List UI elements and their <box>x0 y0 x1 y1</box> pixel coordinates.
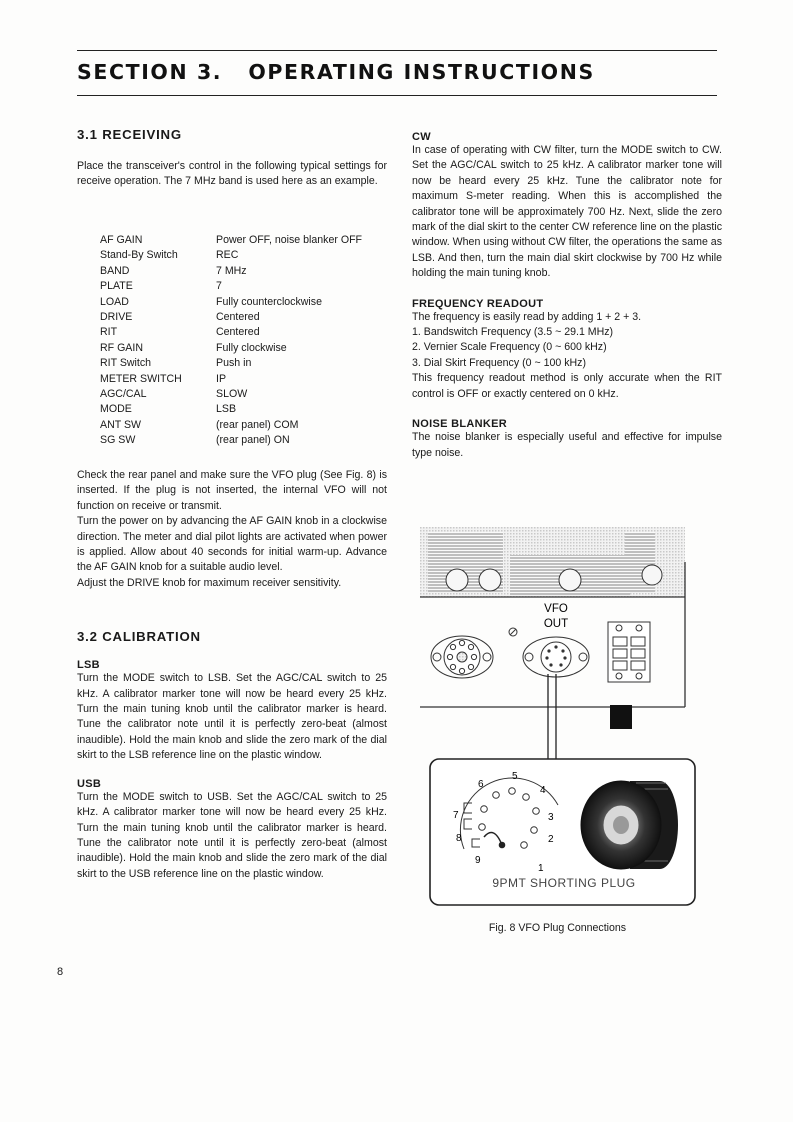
cw-text: In case of operating with CW filter, turn the MODE switch to CW. Set the AGC/CAL switch to 25 kHz. A calibrator marker tone will now be heard every 25 kHz. Tune the calibrator note for maximum S-meter reading. When this is accomplished the calibrator tone will be approximately 700 Hz. Next, slide the zero mark of the dial skirt to the center CW reference line on the plastic window. When using without CW filter, the operations the same as LSB. And then, turn the main dial skirt clockwise by 700 Hz while holding the main tuning knob. <box>412 144 722 280</box>
setting-name: AF GAIN <box>100 234 143 246</box>
setting-name: ANT SW <box>100 418 142 431</box>
setting-value: IP <box>216 372 227 385</box>
cw-heading: CW <box>412 131 431 143</box>
pin-number: 4 <box>540 785 546 796</box>
frequency-readout-intro: The frequency is easily read by adding 1 + 2 + 3. <box>412 310 642 323</box>
left-column <box>77 127 387 190</box>
settings-row <box>100 295 362 310</box>
list-item: 1. Bandswitch Frequency (3.5 ~ 29.1 MHz) <box>412 326 614 339</box>
setting-name: RIT <box>100 326 118 339</box>
setting-value: Fully counterclockwise <box>216 295 322 308</box>
setting-name: SG SW <box>100 434 136 447</box>
shorting-plug-icon <box>581 781 678 869</box>
vfo-out-socket <box>523 637 589 677</box>
setting-value: LSB <box>216 403 237 416</box>
lsb-text: Turn the MODE switch to LSB. Set the AGC/CAL switch to 25 kHz. A calibrator marker tone will now be heard every 25 kHz. Turn the main tuning knob until the calibrator marker is heard. Tune the calibrator note until it is perfectly zero-beat (almost inaudible). Hold the main knob and slide the zero mark of the dial skirt to the LSB reference line on the plastic window. <box>77 672 387 762</box>
usb-heading: USB <box>77 777 102 790</box>
setting-name: METER SWITCH <box>100 372 182 385</box>
right-column <box>412 131 722 461</box>
setting-value: 7 MHz <box>216 264 247 277</box>
setting-value: SLOW <box>216 387 248 400</box>
pin-number: 8 <box>456 833 462 844</box>
plug-label: 9PMT SHORTING PLUG <box>492 876 636 890</box>
settings-row <box>100 264 362 279</box>
pin-number: 6 <box>478 779 484 790</box>
settings-row <box>100 279 362 294</box>
list-item: 2. Vernier Scale Frequency (0 ~ 600 kHz) <box>412 341 607 354</box>
figure-caption: Fig. 8 VFO Plug Connections <box>488 922 627 934</box>
settings-row <box>100 387 362 402</box>
top-rule <box>77 50 717 51</box>
noise-blanker-heading: NOISE BLANKER <box>412 418 507 431</box>
pin-number: 2 <box>548 834 554 845</box>
setting-name: RIT Switch <box>100 357 152 370</box>
setting-value: 7 <box>216 280 222 293</box>
settings-row <box>100 310 362 325</box>
pin-number: 1 <box>538 863 544 874</box>
setting-value: (rear panel) ON <box>216 434 290 447</box>
settings-row <box>100 248 362 263</box>
settings-row <box>100 341 362 356</box>
pin-number: 3 <box>548 812 554 823</box>
setting-value: Push in <box>216 357 252 370</box>
settings-row <box>100 233 362 248</box>
settings-row <box>100 418 362 433</box>
setting-name: Stand-By Switch <box>100 249 178 262</box>
out-label: OUT <box>543 618 569 630</box>
settings-row <box>100 356 362 371</box>
setting-value: Centered <box>216 310 260 323</box>
settings-row <box>100 325 362 340</box>
noise-blanker-text: The noise blanker is especially useful and effective for impulse type noise. <box>412 431 722 459</box>
setting-name: BAND <box>100 264 130 277</box>
title-rule <box>77 95 717 96</box>
setting-name: LOAD <box>100 295 129 308</box>
receiving-body: Check the rear panel and make sure the VFO plug (See Fig. 8) is inserted. If the plug is not inserted, the internal VFO will not function on receive or transmit. Turn the power on by advancing the AF GAIN knob in a clockwise direction. The meter and dial pilot lights are activated when power is applied. Allow about 40 seconds for initial warm-up. Advance the AF GAIN knob for a suitable audio level. Adjust the DRIVE knob for maximum receiver sensitivity. <box>77 469 387 589</box>
settings-table <box>100 233 362 448</box>
setting-value: Power OFF, noise blanker OFF <box>216 234 363 246</box>
knob-stub <box>610 705 632 729</box>
frequency-readout-note: This frequency readout method is only accurate when the RIT control is OFF or exactly centered on 0 kHz. <box>412 372 722 400</box>
settings-row <box>100 372 362 387</box>
calibration-heading: 3.2 CALIBRATION <box>77 629 201 645</box>
list-item: 3. Dial Skirt Frequency (0 ~ 100 kHz) <box>412 356 586 369</box>
terminal-block <box>608 622 650 682</box>
setting-name: PLATE <box>100 280 133 293</box>
lsb-heading: LSB <box>77 659 100 672</box>
pin-number: 7 <box>453 810 459 821</box>
receiving-heading: 3.1 RECEIVING <box>77 127 182 142</box>
setting-value: Centered <box>216 326 260 339</box>
setting-name: MODE <box>100 403 132 416</box>
setting-name: DRIVE <box>100 310 133 323</box>
setting-name: RF GAIN <box>100 341 143 354</box>
page-number: 8 <box>57 966 64 978</box>
setting-value: (rear panel) COM <box>216 418 299 431</box>
left-column-lower <box>77 468 387 882</box>
settings-row <box>100 433 362 448</box>
usb-text: Turn the MODE switch to USB. Set the AGC/CAL switch to 25 kHz. A calibrator marker tone will now be heard every 25 kHz. Turn the main tuning knob until the calibrator marker is heard. Tune the calibrator note until it is perfectly zero-beat (almost inaudible). Hold the main knob and slide the zero mark of the dial skirt to the USB reference line on the plastic window. <box>77 790 387 880</box>
receiving-intro: Place the transceiver's control in the following typical settings for receive operation. The 7 MHz band is used here as an example. <box>77 160 387 188</box>
section-title: SECTION 3. OPERATING INSTRUCTIONS <box>77 60 595 84</box>
plug-detail <box>430 759 695 905</box>
setting-value: REC <box>216 249 239 262</box>
pin-number: 5 <box>512 771 518 782</box>
vfo-plug-figure <box>420 527 700 912</box>
vfo-label: VFO <box>544 603 568 615</box>
tube-socket <box>431 636 493 678</box>
frequency-list <box>412 325 722 371</box>
setting-name: AGC/CAL <box>100 387 147 400</box>
pin-number: 9 <box>475 855 481 866</box>
setting-value: Fully clockwise <box>216 341 287 354</box>
settings-row <box>100 402 362 417</box>
frequency-readout-heading: FREQUENCY READOUT <box>412 297 544 310</box>
